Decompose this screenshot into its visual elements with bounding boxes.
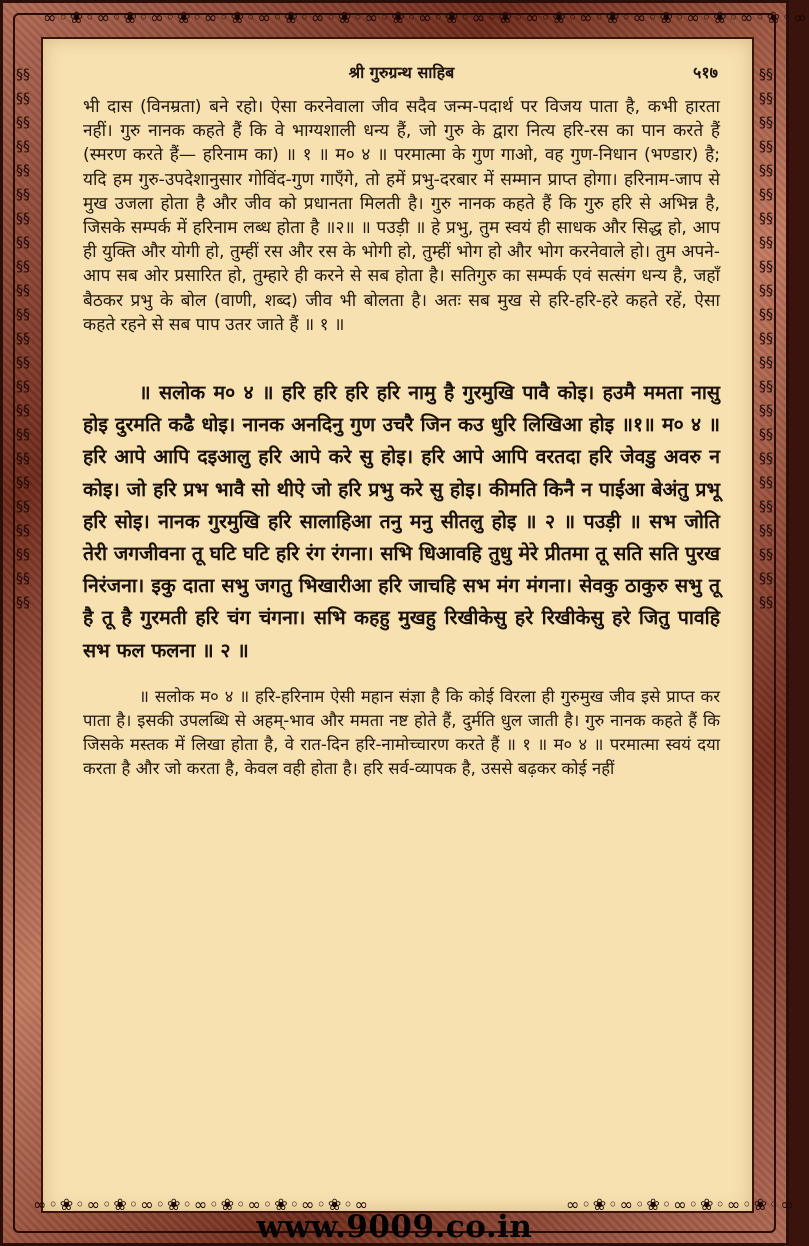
website-watermark[interactable]: www.9009.co.in (256, 1209, 533, 1245)
left-ornament-border: §§§§§§§§§§§§§§§§§§§§§§§§§§§§§§§§§§§§§§§§§§§§§§ (16, 67, 30, 611)
gurbani-text: ॥ सलोक म० ४ ॥ हरि हरि हरि हरि नामु है गुरमुखि पावै कोइ। हउमै ममता नासु होइ दुरमति कढै धोइ। नानक अनदिनु गुण उचरै जिन कउ धुरि लिखिआ होइ ॥१॥ म० ४ ॥ हरि आपे आपि दइआलु हरि आपे करे सु होइ। हरि आपे आपि वरतदा हरि जेवडु अवरु न कोइ। जो हरि प्रभ भावै सो थीऐ जो हरि प्रभु करे सु होइ। कीमति किनै न पाईआ बेअंतु प्रभू हरि सोइ। नानक गुरमुखि हरि सालाहिआ तनु मनु सीतलु होइ ॥ २ ॥ पउड़ी ॥ सभ जोति तेरी जगजीवना तू घटि घटि हरि रंग रंगना। सभि धिआवहि तुधु मेरे प्रीतमा तू सति सति पुरख निरंजना। इकु दाता सभु जगतु भिखारीआ हरि जाचहि सभ मंग मंगना। सेवकु ठाकुरु सभु तू है तू है गुरमती हरि चंग चंगना। सभि कहहु मुखहु रिखीकेसु हरे रिखीकेसु हरे जितु पावहि सभ फल फलना ॥ २ ॥ (83, 381, 720, 662)
bottom-right-ornament: ∞◦❀◦∞◦❀◦∞◦❀◦∞◦❀◦∞ (566, 1195, 796, 1214)
commentary-paragraph-1: भी दास (विनम्रता) बने रहो। ऐसा करनेवाला जीव सदैव जन्म-पदार्थ पर विजय पाता है, कभी हारता नहीं। गुरु नानक कहते हैं कि वे भाग्यशाली धन्य हैं, जो गुरु के द्वारा नित्य हरि-रस का पान करते हैं (स्मरण करते हैं— हरिनाम का) ॥ १ ॥ म० ४ ॥ परमात्मा के गुण गाओ, वह गुण-निधान (भण्डार) है; यदि हम गुरु-उपदेशानुसार गोविंद-गुण गाएँगे, तो हमें प्रभु-दरबार में सम्मान प्राप्त होगा। हरिनाम-जाप से मुख उजला होता है और जीव को प्रधानता मिलती है। गुरु नानक कहते हैं कि गुरु हरि से अभिन्न है, जिसके सम्पर्क में हरिनाम लब्ध होता है ॥२॥ ॥ पउड़ी ॥ हे प्रभु, तुम स्वयं ही साधक और सिद्ध हो, आप ही युक्ति और योगी हो, तुम्हीं रस और रस के भोगी हो, तुम्हीं भोग हो और भोग करनेवाले हो। तुम अपने-आप सब ओर प्रसारित हो, तुम्हारे ही करने से सब होता है। सतिगुरु का सम्पर्क एवं सत्संग धन्य है, जहाँ बैठकर प्रभु के बोल (वाणी, शब्द) जीव भी बोलता है। अतः सब मुख से हरि-हरि-हरे कहते रहें, ऐसा कहते रहने से सब पाप उतर जाते हैं ॥ १ ॥ (83, 97, 720, 335)
page-number: ५१७ (693, 63, 718, 82)
bottom-left-ornament: ∞◦❀◦∞◦❀◦∞◦❀◦∞◦❀◦∞◦❀◦∞◦❀◦∞ (33, 1195, 370, 1214)
page-header (83, 61, 720, 95)
scripture-page (41, 37, 796, 1214)
top-ornament-border: ∞◦❀◦∞◦❀◦∞◦❀◦∞◦❀◦∞◦❀◦∞◦❀◦∞◦❀◦∞◦❀◦∞◦❀◦∞◦❀◦∞◦❀◦∞◦❀◦∞◦❀◦∞◦❀◦∞ (43, 8, 809, 27)
commentary-2-text: ॥ सलोक म० ४ ॥ हरि-हरिनाम ऐसी महान संज्ञा है कि कोई विरला ही गुरुमुख जीव इसे प्राप्त कर पाता है। इसकी उपलब्धि से अहम्-भाव और ममता नष्ट होते हैं, दुर्मति धुल जाती है। गुरु नानक कहते हैं कि जिसके मस्तक में लिखा होता है, वे रात-दिन हरि-नामोच्चारण करते हैं ॥ १ ॥ म० ४ ॥ परमात्मा स्वयं दया करता है और जो करता है, केवल वही होता है। हरि सर्व-व्यापक है, उससे बढ़कर कोई नहीं (83, 686, 720, 779)
gurbani-verse (83, 377, 720, 667)
book-title: श्री गुरुग्रन्थ साहिब (348, 63, 455, 82)
right-ornament-border: §§§§§§§§§§§§§§§§§§§§§§§§§§§§§§§§§§§§§§§§§§§§§§ (759, 67, 773, 611)
commentary-paragraph-2 (83, 685, 720, 782)
